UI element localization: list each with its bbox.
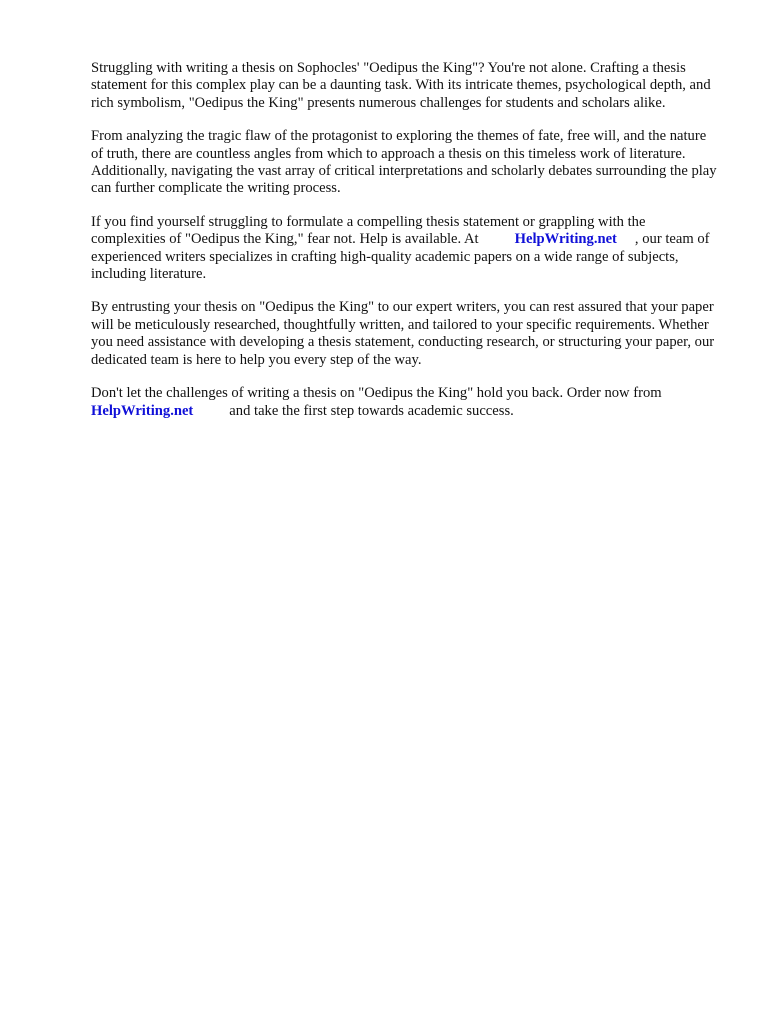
helpwriting-link-closing[interactable]: HelpWriting.net [91,402,194,419]
paragraph-analysis: From analyzing the tragic flaw of the protagonist to exploring the themes of fate, free will, and the nature of truth, there are countless angles from which to approach a thesis on this timeless work of literature. Additionally, navigating the vast array of critical interpretations and scholarly debates surrounding the play can further complicate the writing process. [91,128,717,197]
paragraph-help-text-before: If you find yourself struggling to formulate a compelling thesis statement or grappling with the complexities of "Oedipus the King," fear not. Help is available. At [91,213,646,248]
paragraph-help [91,214,721,284]
paragraph-closing [91,385,721,420]
paragraph-intro: Struggling with writing a thesis on Sophocles' "Oedipus the King"? You're not alone. Crafting a thesis statement for this complex play can be a daunting task. With its intricate themes, psychological depth, and rich symbolism, "Oedipus the King" presents numerous challenges for students and scholars alike. [91,60,711,111]
helpwriting-link[interactable]: HelpWriting.net [514,231,617,248]
paragraph-entrusting: By entrusting your thesis on "Oedipus the King" to our expert writers, you can rest assured that your paper will be meticulously researched, thoughtfully written, and tailored to your specific requirements. Whether you need assistance with developing a thesis statement, conducting research, or structuring your paper, our dedicated team is here to help you every step of the way. [91,299,715,368]
paragraph-help-text-after: , our team of experienced writers specializes in crafting high-quality academic papers on a wide range of subjects, including literature. [91,231,710,283]
document-page [91,60,721,436]
paragraph-closing-text-before: Don't let the challenges of writing a thesis on "Oedipus the King" hold you back. Order now from [91,385,662,402]
paragraph-closing-text-after: and take the first step towards academic success. [229,402,514,419]
